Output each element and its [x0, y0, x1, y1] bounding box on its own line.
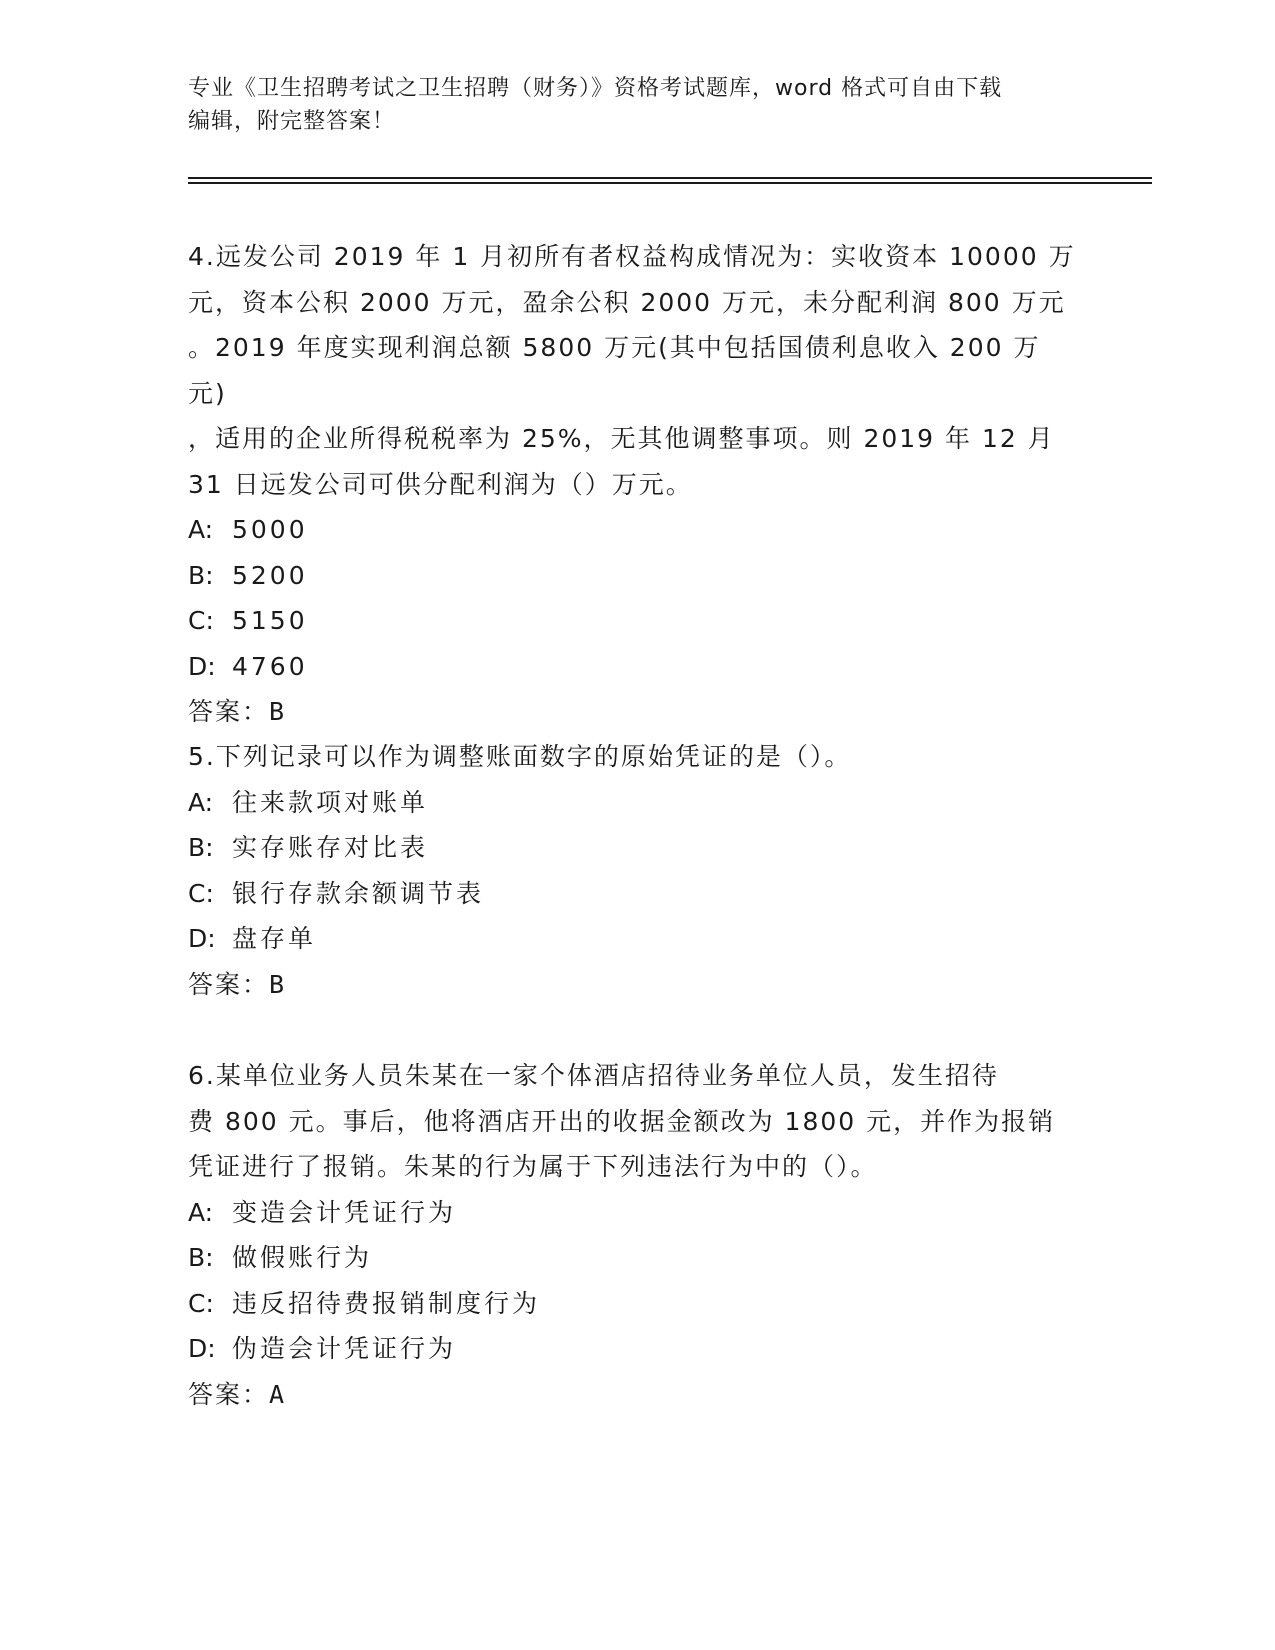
option-b	[188, 825, 1078, 871]
header-line-2: 编辑，附完整答案！	[188, 109, 396, 134]
option-key: A:	[188, 787, 214, 817]
question-stem-line: 31 日远发公司可供分配利润为（）万元。	[188, 469, 693, 499]
option-key: C:	[188, 878, 214, 908]
answer-line	[188, 962, 1078, 1008]
option-c	[188, 871, 1078, 917]
option-a	[188, 1190, 1078, 1236]
option-key: A:	[188, 515, 214, 544]
option-b	[188, 553, 1078, 599]
option-key: A:	[188, 1197, 214, 1227]
question-stem-line: 。2019 年度实现利润总额 5800 万元(其中包括国债利息收入 200 万元)	[188, 333, 1041, 408]
option-key: B:	[188, 1243, 214, 1272]
header-line-1: 专业《卫生招聘考试之卫生招聘（财务）》资格考试题库，word 格式可自由下载	[188, 76, 1003, 101]
option-text: 往来款项对账单	[232, 787, 429, 817]
question-6	[188, 1053, 1078, 1417]
option-key: B:	[188, 833, 214, 862]
option-a	[188, 507, 1078, 553]
answer-line	[188, 689, 1078, 735]
document-header	[188, 72, 1088, 138]
option-d	[188, 916, 1078, 962]
answer-label: 答案：	[188, 697, 270, 726]
header-divider-top	[188, 177, 1152, 179]
option-a	[188, 780, 1078, 826]
answer-label: 答案：	[188, 969, 270, 999]
answer-label: 答案：	[188, 1379, 270, 1409]
option-text: 5150	[232, 606, 308, 635]
answer-value: B	[269, 969, 286, 999]
option-text: 盘存单	[232, 924, 317, 953]
answer-value: A	[269, 1379, 286, 1409]
question-stem-line: 凭证进行了报销。朱某的行为属于下列违法行为中的（）。	[188, 1152, 878, 1181]
question-stem-line: 元，资本公积 2000 万元，盈余公积 2000 万元，未分配利润 800 万元	[188, 287, 1066, 317]
question-5	[188, 734, 1078, 1007]
option-c	[188, 598, 1078, 644]
option-text: 5000	[232, 515, 308, 544]
option-text: 违反招待费报销制度行为	[232, 1288, 541, 1318]
question-stem-line: 5.下列记录可以作为调整账面数字的原始凭证的是（）。	[188, 742, 852, 771]
option-text: 变造会计凭证行为	[232, 1197, 457, 1227]
option-d	[188, 644, 1078, 690]
option-text: 银行存款余额调节表	[232, 878, 485, 908]
question-4	[188, 234, 1078, 735]
question-stem-line: 4.远发公司 2019 年 1 月初所有者权益构成情况为：实收资本 10000 万	[188, 242, 1076, 271]
option-text: 伪造会计凭证行为	[232, 1334, 457, 1363]
option-c	[188, 1281, 1078, 1327]
option-text: 4760	[232, 651, 308, 681]
question-stem-line: ，适用的企业所得税税率为 25%，无其他调整事项。则 2019 年 12 月	[188, 424, 1055, 453]
option-text: 实存账存对比表	[232, 833, 429, 862]
option-key: D:	[188, 651, 216, 681]
option-key: C:	[188, 1288, 214, 1318]
option-key: D:	[188, 1334, 216, 1363]
question-stem-line: 费 800 元。事后，他将酒店开出的收据金额改为 1800 元，并作为报销	[188, 1106, 1056, 1136]
option-d	[188, 1326, 1078, 1372]
option-key: C:	[188, 606, 214, 635]
option-b	[188, 1235, 1078, 1281]
question-stem-line: 6.某单位业务人员朱某在一家个体酒店招待业务单位人员，发生招待	[188, 1061, 999, 1090]
header-divider-bottom	[188, 182, 1152, 184]
option-text: 5200	[232, 560, 308, 590]
answer-value: B	[269, 697, 286, 726]
option-key: D:	[188, 924, 216, 953]
option-key: B:	[188, 560, 214, 590]
option-text: 做假账行为	[232, 1243, 373, 1272]
answer-line	[188, 1372, 1078, 1418]
